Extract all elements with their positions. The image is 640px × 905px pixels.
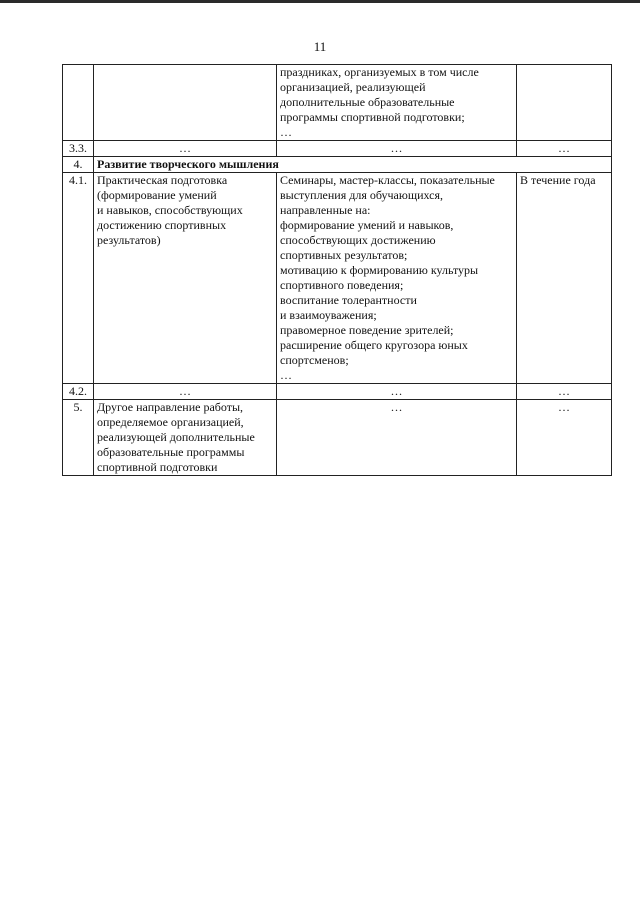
- table-row: [63, 173, 612, 384]
- plan-table: [62, 64, 612, 476]
- direction-cell: …: [94, 141, 277, 157]
- activity-line: и взаимоуважения;: [280, 308, 377, 322]
- activity-line: воспитание толерантности: [280, 293, 417, 307]
- table-row: [63, 400, 612, 476]
- direction-line: реализующей дополнительные: [97, 430, 255, 444]
- direction-line: и навыков, способствующих: [97, 203, 243, 217]
- activity-line: выступления для обучающихся,: [280, 188, 443, 202]
- term-cell: В течение года: [517, 173, 612, 384]
- activity-line: спортивных результатов;: [280, 248, 408, 262]
- table-row: [63, 141, 612, 157]
- activity-line: …: [280, 368, 292, 382]
- row-number-cell: 3.3.: [63, 141, 94, 157]
- term-cell: …: [517, 400, 612, 476]
- activities-cell: …: [277, 384, 517, 400]
- activity-line: спортсменов;: [280, 353, 349, 367]
- activity-line: программы спортивной подготовки;: [280, 110, 465, 124]
- row-number-cell: [63, 65, 94, 141]
- section-row: [63, 157, 612, 173]
- direction-line: (формирование умений: [97, 188, 217, 202]
- row-number-cell: 4.1.: [63, 173, 94, 384]
- direction-line: Другое направление работы,: [97, 400, 244, 414]
- direction-line: Практическая подготовка: [97, 173, 228, 187]
- term-cell: [517, 65, 612, 141]
- direction-line: определяемое организацией,: [97, 415, 244, 429]
- page-number: 11: [313, 39, 327, 54]
- direction-cell: …: [94, 384, 277, 400]
- activity-line: расширение общего кругозора юных: [280, 338, 468, 352]
- table-row: [63, 65, 612, 141]
- row-number-cell: 5.: [63, 400, 94, 476]
- row-number-cell: 4.: [63, 157, 94, 173]
- table-row: [63, 384, 612, 400]
- direction-cell: [94, 65, 277, 141]
- direction-cell: [94, 400, 277, 476]
- direction-line: образовательные программы: [97, 445, 245, 459]
- direction-line: спортивной подготовки: [97, 460, 218, 474]
- direction-cell: [94, 173, 277, 384]
- activity-line: способствующих достижению: [280, 233, 436, 247]
- row-number-cell: 4.2.: [63, 384, 94, 400]
- activities-cell: [277, 173, 517, 384]
- activity-line: Семинары, мастер-классы, показательные: [280, 173, 495, 187]
- activities-cell: [277, 65, 517, 141]
- activity-line: правомерное поведение зрителей;: [280, 323, 454, 337]
- activity-line: …: [280, 125, 292, 139]
- term-cell: …: [517, 384, 612, 400]
- activities-cell: …: [277, 141, 517, 157]
- activity-line: формирование умений и навыков,: [280, 218, 454, 232]
- section-title: Развитие творческого мышления: [94, 157, 612, 173]
- direction-line: достижению спортивных: [97, 218, 227, 232]
- activity-line: спортивного поведения;: [280, 278, 404, 292]
- activity-line: мотивацию к формированию культуры: [280, 263, 479, 277]
- term-cell: …: [517, 141, 612, 157]
- activity-line: праздниках, организуемых в том числе: [280, 65, 479, 79]
- activity-line: направленные на:: [280, 203, 371, 217]
- activity-line: организацией, реализующей: [280, 80, 426, 94]
- direction-line: результатов): [97, 233, 161, 247]
- activities-cell: …: [277, 400, 517, 476]
- activity-line: дополнительные образовательные: [280, 95, 455, 109]
- scan-top-edge: [0, 0, 640, 3]
